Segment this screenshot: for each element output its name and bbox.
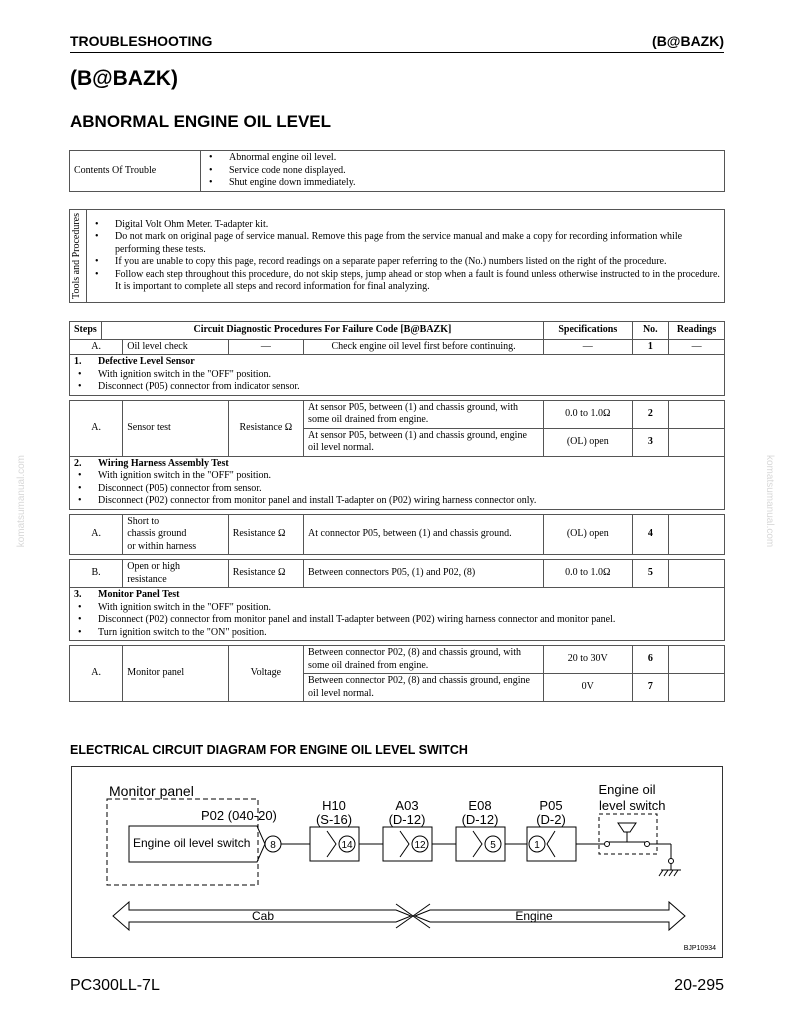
p02-label: P02 (040-20) — [201, 808, 277, 823]
connector-type: (D-12) — [388, 812, 426, 827]
tools-item: • If you are unable to copy this page, record readings on a separate paper referring to the (No.) numbers listed on the right of the procedure. — [91, 256, 720, 269]
step-procedure: At sensor P05, between (1) and chassis ground, with some oil drained from engine. — [304, 400, 544, 428]
section-title: Wiring Harness Assembly Test — [98, 457, 229, 469]
step-reading: — — [669, 339, 725, 355]
contents-of-trouble-table — [69, 150, 725, 192]
contents-item: • Shut engine down immediately. — [205, 177, 720, 190]
step-no: 5 — [632, 560, 669, 588]
section-number: 3. — [74, 589, 82, 600]
step-spec: — — [544, 339, 632, 355]
section-bullet: • With ignition switch in the "OFF" position. — [74, 470, 720, 483]
step-letter: A. — [70, 400, 123, 456]
tools-item: • Follow each step throughout this procedure, do not skip steps, jump ahead or stop when a fault is found unless otherwise instructed to in the procedure. It is important to complete all steps and record information for final analyzing. — [91, 269, 720, 294]
step-reading — [669, 514, 725, 555]
pin-number: 5 — [490, 840, 496, 851]
diagnostic-steps-table — [69, 321, 725, 702]
monitor-panel-label: Monitor panel — [109, 783, 194, 799]
section-bullet: • Disconnect (P05) connector from sensor. — [74, 483, 720, 496]
connector-name: A03 — [395, 798, 419, 813]
circuit-diagram — [71, 766, 723, 958]
step-no: 4 — [632, 514, 669, 555]
diagram-title: ELECTRICAL CIRCUIT DIAGRAM FOR ENGINE OIL LEVEL SWITCH — [70, 743, 468, 757]
pin-number: 14 — [341, 840, 353, 851]
section-header-row — [70, 355, 725, 396]
engine-label: Engine — [515, 909, 553, 923]
col-header-readings: Readings — [669, 322, 725, 340]
page-header — [70, 33, 724, 49]
pin-p02: 8 — [270, 840, 276, 851]
connector-name: P05 — [539, 798, 563, 813]
col-header-no: No. — [632, 322, 669, 340]
sensor-box — [599, 814, 657, 854]
step-procedure: Between connector P02, (8) and chassis ground, engine oil level normal. — [304, 674, 544, 702]
step-type: Resistance Ω — [228, 514, 303, 555]
step-spec: 0.0 to 1.0Ω — [544, 400, 632, 428]
step-name-line: or within harness — [127, 540, 197, 552]
tools-and-procedures-table — [69, 209, 725, 303]
footer-page-number: 20-295 — [674, 977, 724, 994]
section-bullet: • With ignition switch in the "OFF" position. — [74, 369, 720, 382]
step-reading — [669, 428, 725, 456]
tools-label: Tools and Procedures — [71, 213, 82, 299]
section-title: Monitor Panel Test — [98, 589, 180, 600]
step-no: 6 — [632, 646, 669, 674]
step-type: Resistance Ω — [228, 400, 303, 456]
failure-code-title: (B@BAZK) — [70, 67, 178, 90]
col-header-specifications: Specifications — [544, 322, 632, 340]
connector-type: (S-16) — [315, 812, 353, 827]
section-1 — [70, 355, 725, 396]
step-no: 3 — [632, 428, 669, 456]
connector-type: (D-12) — [461, 812, 499, 827]
oil-level-switch-icon — [618, 823, 636, 832]
step-no: 2 — [632, 400, 669, 428]
section-bullet: • Turn ignition switch to the "ON" position. — [74, 627, 720, 640]
step-letter: A. — [70, 514, 123, 555]
section-number: 1. — [74, 356, 82, 367]
tools-list — [87, 210, 725, 303]
col-header-steps: Steps — [70, 322, 102, 340]
step-reading — [669, 674, 725, 702]
footer-model: PC300LL-7L — [70, 977, 160, 994]
step-letter: A. — [70, 646, 123, 702]
watermark-right: komatsumanual.com — [764, 455, 775, 548]
step-spec: 0.0 to 1.0Ω — [544, 560, 632, 588]
switch-box-label: Engine oil level switch — [133, 836, 251, 850]
table-header-row — [70, 322, 725, 340]
step-name: Monitor panel — [123, 646, 228, 702]
step-spec: (OL) open — [544, 428, 632, 456]
ground-icon — [659, 863, 681, 876]
table-row — [70, 560, 725, 588]
step-name: Oil level check — [123, 339, 228, 355]
contents-list — [201, 151, 725, 192]
page-title: ABNORMAL ENGINE OIL LEVEL — [70, 112, 332, 131]
tools-item: • Do not mark on original page of service manual. Remove this page from the service manual and make a copy for recording information while performing these tests. — [91, 231, 720, 256]
step-name-line: Short to — [127, 515, 160, 527]
step-reading — [669, 560, 725, 588]
step-name: Sensor test — [123, 400, 228, 456]
step-type: Voltage — [228, 646, 303, 702]
section-2 — [70, 456, 725, 509]
table-row — [70, 339, 725, 355]
step-letter: B. — [70, 560, 123, 588]
step-spec: (OL) open — [544, 514, 632, 555]
col-header-procedures: Circuit Diagnostic Procedures For Failure Code [B@BAZK] — [101, 322, 543, 340]
pin-number: 1 — [534, 840, 540, 851]
step-procedure: At sensor P05, between (1) and chassis ground, engine oil level normal. — [304, 428, 544, 456]
section-3 — [70, 588, 725, 641]
contents-label: Contents Of Trouble — [70, 151, 201, 192]
cab-label: Cab — [251, 909, 275, 923]
connector-type: (D-2) — [536, 812, 566, 827]
tools-item: • Digital Volt Ohm Meter. T-adapter kit. — [91, 219, 720, 232]
step-procedure: Check engine oil level first before continuing. — [304, 339, 544, 355]
step-spec: 20 to 30V — [544, 646, 632, 674]
step-name-line: resistance — [127, 573, 167, 585]
figure-code: BJP10934 — [683, 945, 716, 952]
step-no: 1 — [632, 339, 669, 355]
table-row — [70, 646, 725, 674]
step-type: — — [228, 339, 303, 355]
section-header-row — [70, 588, 725, 641]
header-code: (B@BAZK) — [652, 33, 724, 49]
section-number: 2. — [74, 457, 82, 469]
sensor-label-2: level switch — [599, 798, 666, 813]
step-procedure: At connector P05, between (1) and chassis ground. — [304, 514, 544, 555]
step-reading — [669, 646, 725, 674]
tools-label-cell — [70, 210, 87, 303]
page-footer — [70, 977, 724, 995]
step-reading — [669, 400, 725, 428]
ground-terminal — [669, 859, 674, 864]
watermark-left: komatsumanual.com — [16, 455, 27, 548]
step-spec: 0V — [544, 674, 632, 702]
step-name — [123, 514, 228, 555]
connector-name: H10 — [322, 798, 346, 813]
connector-name: E08 — [468, 798, 492, 813]
step-name — [123, 560, 228, 588]
connector-e08 — [456, 827, 505, 861]
step-name-line: Open or high — [127, 561, 180, 572]
section-header-row — [70, 456, 725, 509]
header-rule — [70, 52, 724, 53]
section-bullet: • With ignition switch in the "OFF" position. — [74, 602, 720, 615]
step-no: 7 — [632, 674, 669, 702]
pin-number: 12 — [414, 840, 426, 851]
step-procedure: Between connectors P05, (1) and P02, (8) — [304, 560, 544, 588]
step-letter: A. — [70, 339, 123, 355]
table-row — [70, 514, 725, 555]
table-row — [70, 400, 725, 428]
section-bullet: • Disconnect (P05) connector from indicator sensor. — [74, 381, 720, 394]
section-bullet: • Disconnect (P02) connector from monitor panel and install T-adapter between (P02) wiring harness connector and monitor panel. — [74, 614, 720, 627]
section-bullet: • Disconnect (P02) connector from monitor panel and install T-adapter on (P02) wiring harness connector only. — [74, 495, 720, 508]
sensor-label-1: Engine oil — [598, 782, 656, 797]
step-type: Resistance Ω — [228, 560, 303, 588]
step-name-line: chassis ground — [127, 528, 187, 539]
header-section: TROUBLESHOOTING — [70, 33, 213, 49]
section-title: Defective Level Sensor — [98, 356, 195, 367]
contents-item: • Service code none displayed. — [205, 165, 720, 178]
step-procedure: Between connector P02, (8) and chassis ground, with some oil drained from engine. — [304, 646, 544, 674]
contents-item: • Abnormal engine oil level. — [205, 152, 720, 165]
